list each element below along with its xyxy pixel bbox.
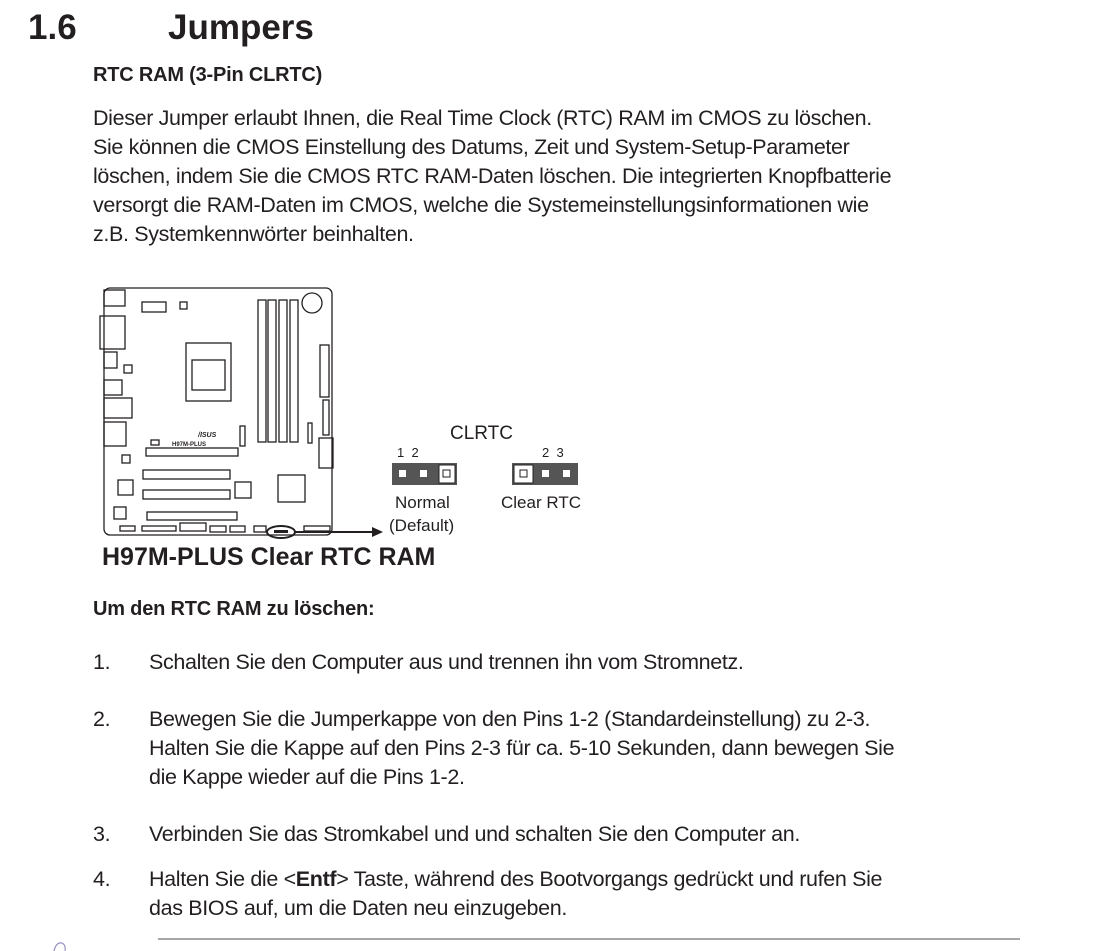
section-title: Jumpers: [168, 8, 314, 47]
step-text-part: > Taste, während des Bootvorgangs gedrückt und rufen Sie: [336, 867, 883, 891]
diagram-caption: H97M-PLUS Clear RTC RAM: [102, 543, 436, 571]
step-text: Halten Sie die Kappe auf den Pins 2-3 für ca. 5-10 Sekunden, dann bewegen Sie: [149, 736, 895, 760]
jumper-normal: [392, 463, 457, 485]
jumper-clear: [512, 463, 578, 485]
step-number: 4.: [93, 867, 111, 891]
step-text: Bewegen Sie die Jumperkappe von den Pins 1-2 (Standardeinstellung) zu 2-3.: [149, 707, 871, 731]
step-text-part: Halten Sie die <: [149, 867, 296, 891]
step-text: Verbinden Sie das Stromkabel und und schalten Sie den Computer an.: [149, 822, 801, 846]
step-number: 1.: [93, 650, 111, 674]
description-line: Sie können die CMOS Einstellung des Datums, Zeit und System-Setup-Parameter: [93, 135, 850, 159]
normal-label: Normal: [395, 493, 450, 512]
step-text: das BIOS auf, um die Daten neu einzugeben.: [149, 896, 567, 920]
procedure-title: Um den RTC RAM zu löschen:: [93, 598, 375, 620]
normal-default-label: (Default): [389, 516, 455, 535]
description: [93, 104, 1053, 249]
arrow-head-icon: [372, 527, 383, 537]
clear-rtc-label: Clear RTC: [501, 493, 581, 512]
header-name: CLRTC: [450, 423, 513, 444]
normal-pin-numbers: 1 2: [397, 445, 419, 460]
clear-pin-numbers: 2 3: [542, 445, 564, 460]
description-line: Dieser Jumper erlaubt Ihnen, die Real Time Clock (RTC) RAM im CMOS zu löschen.: [93, 106, 872, 130]
description-line: versorgt die RAM-Daten im CMOS, welche die Systemeinstellungsinformationen wie: [93, 193, 869, 217]
key-name: Entf: [295, 867, 337, 891]
step-text: Schalten Sie den Computer aus und trennen ihn vom Stromnetz.: [149, 650, 744, 674]
board-logo: /ISUS: [198, 432, 217, 439]
note-icon: [50, 940, 70, 951]
description-line: z.B. Systemkennwörter beinhalten.: [93, 222, 414, 246]
section-number: 1.6: [28, 8, 77, 47]
step-text: die Kappe wieder auf die Pins 1-2.: [149, 765, 465, 789]
description-line: löschen, indem Sie die CMOS RTC RAM-Daten löschen. Die integrierten Knopfbatterie: [93, 164, 892, 188]
step-number: 3.: [93, 822, 111, 846]
step-text: [149, 865, 882, 894]
divider: [158, 938, 1020, 940]
step-number: 2.: [93, 707, 111, 731]
board-model: H97M-PLUS: [172, 442, 207, 448]
subsection-title: RTC RAM (3-Pin CLRTC): [93, 64, 323, 86]
